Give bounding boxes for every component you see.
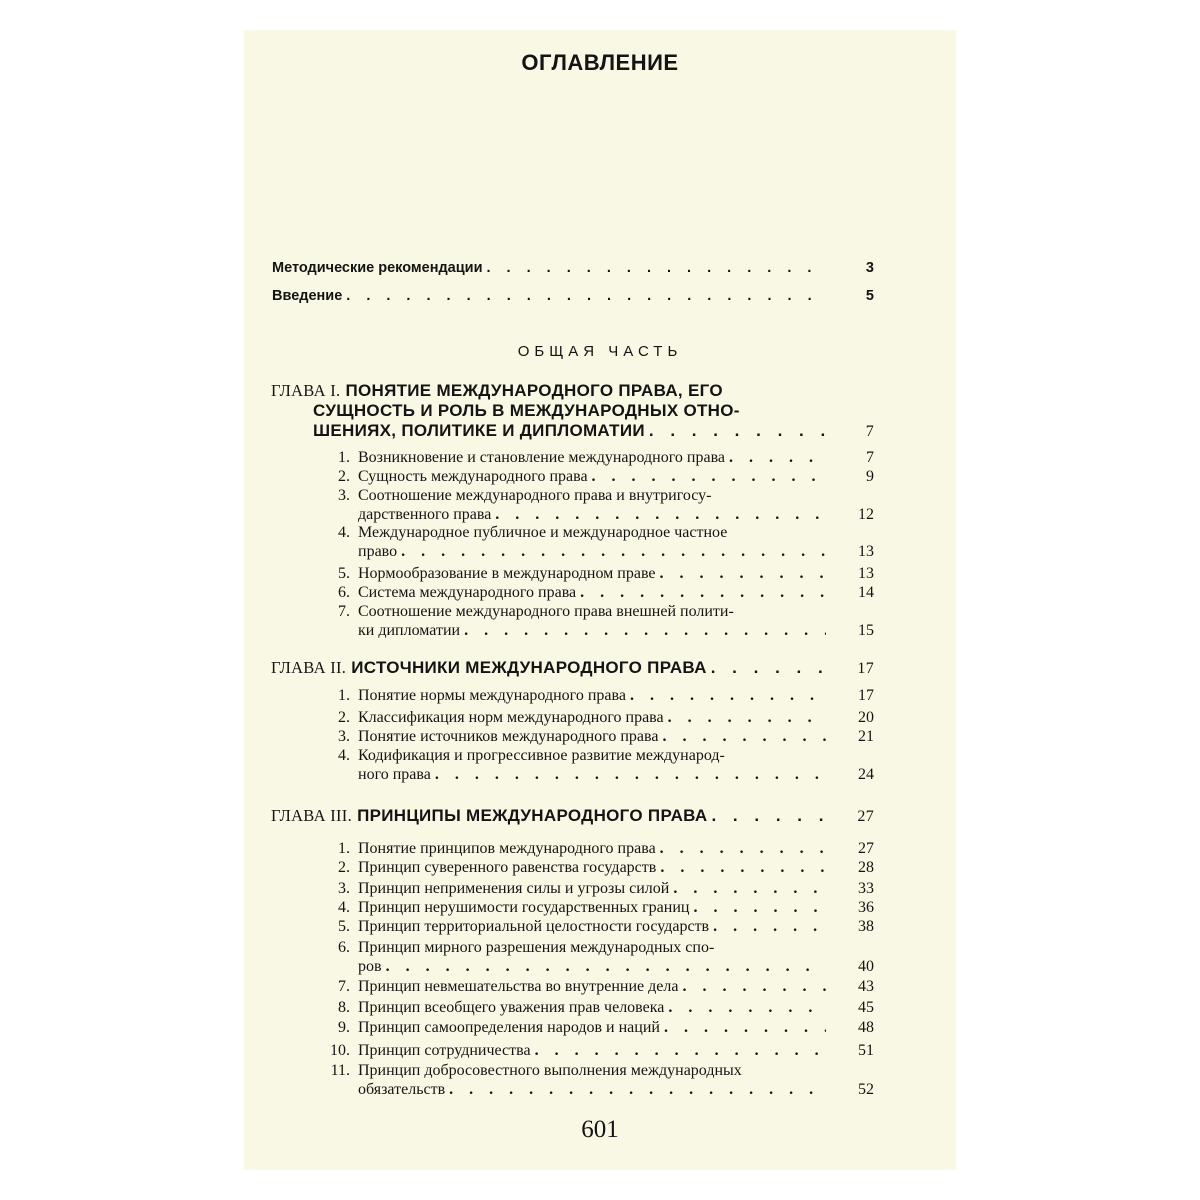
item-text: обязательств (358, 1081, 446, 1098)
item-page: 13 (858, 543, 874, 560)
dot-leader (386, 957, 826, 977)
item-page: 36 (858, 899, 874, 916)
dot-leader (662, 727, 826, 747)
item-text: ки дипломатии (358, 622, 461, 639)
item-page: 51 (858, 1042, 874, 1059)
chapter-title-line: ПОНЯТИЕ МЕЖДУНАРОДНОГО ПРАВА, ЕГО (345, 381, 723, 400)
page-title: ОГЛАВЛЕНИЕ (521, 50, 679, 75)
item-page: 21 (858, 728, 874, 745)
toc-item-continuation (322, 542, 874, 562)
dot-leader (592, 467, 826, 487)
dot-leader (449, 1080, 826, 1100)
item-number: 4. (338, 747, 350, 764)
toc-entry-methodical (272, 258, 874, 278)
dot-leader (693, 898, 826, 918)
toc-item (322, 938, 874, 958)
item-number: 6. (338, 584, 350, 601)
item-number: 3. (338, 487, 350, 504)
section-heading: ОБЩАЯ ЧАСТЬ (517, 343, 683, 360)
toc-item (322, 879, 874, 899)
toc-item (322, 1061, 874, 1081)
toc-item (322, 977, 874, 997)
item-page: 7 (866, 449, 874, 466)
toc-item (322, 1041, 874, 1061)
item-number: 10. (330, 1042, 350, 1059)
toc-item (322, 523, 874, 543)
toc-item (322, 746, 874, 766)
item-number: 1. (338, 840, 350, 857)
item-text-line: Международное публичное и международное частное (358, 524, 728, 541)
item-number: 1. (338, 449, 350, 466)
chapter-3-heading (271, 806, 874, 827)
item-number: 6. (338, 939, 350, 956)
item-number: 4. (338, 524, 350, 541)
toc-item (322, 898, 874, 918)
item-number: 1. (338, 687, 350, 704)
document-page (244, 30, 956, 1170)
item-number: 8. (338, 999, 350, 1016)
dot-leader (729, 448, 826, 468)
chapter-1-heading (271, 381, 723, 401)
dot-leader (664, 1018, 826, 1038)
page-number: 601 (581, 1116, 619, 1143)
toc-entry-text: Методические рекомендации (272, 260, 483, 276)
item-text: Принцип нерушимости государственных границ (358, 899, 690, 916)
item-text: Принцип территориальной целостности государств (358, 918, 710, 935)
toc-entry-intro (272, 286, 874, 306)
toc-entry-page: 3 (865, 260, 874, 276)
dot-leader (668, 998, 826, 1018)
item-page: 28 (858, 859, 874, 876)
dot-leader (346, 286, 826, 306)
item-text: ров (358, 958, 382, 975)
item-number: 3. (338, 728, 350, 745)
item-page: 15 (858, 622, 874, 639)
dot-leader (711, 658, 826, 678)
dot-leader (435, 765, 826, 785)
item-text: Понятие принципов международного права (358, 840, 656, 857)
toc-item (322, 448, 874, 468)
dot-leader (580, 583, 826, 603)
toc-item (322, 564, 874, 584)
item-page: 20 (858, 709, 874, 726)
item-number: 9. (338, 1019, 350, 1036)
item-page: 9 (866, 468, 874, 485)
item-text: Система международного права (358, 584, 577, 601)
item-page: 12 (858, 506, 874, 523)
item-number: 4. (338, 899, 350, 916)
toc-item-continuation (322, 957, 874, 977)
toc-item-continuation (322, 765, 874, 785)
item-number: 2. (338, 468, 350, 485)
item-text: Понятие источников международного права (358, 728, 659, 745)
item-page: 40 (858, 958, 874, 975)
item-text: право (358, 543, 398, 560)
chapter-1-title-end (313, 421, 874, 442)
chapter-2-heading (271, 658, 874, 679)
item-page: 33 (858, 880, 874, 897)
toc-item (322, 1018, 874, 1038)
chapter-title-line: ШЕНИЯХ, ПОЛИТИКЕ И ДИПЛОМАТИИ (313, 421, 645, 440)
toc-entry-page: 27 (857, 808, 874, 825)
item-number: 7. (338, 603, 350, 620)
item-text: Классификация норм международного права (358, 709, 664, 726)
dot-leader (495, 505, 826, 525)
item-page: 17 (858, 687, 874, 704)
item-number: 7. (338, 978, 350, 995)
item-text: Принцип самоопределения народов и наций (358, 1019, 660, 1036)
dot-leader (486, 258, 826, 278)
item-text: Принцип сотрудничества (358, 1042, 531, 1059)
toc-item-continuation (322, 621, 874, 641)
item-text: ного права (358, 766, 431, 783)
item-page: 24 (858, 766, 874, 783)
chapter-label: ГЛАВА I. (271, 381, 341, 400)
toc-entry-text: Введение (272, 288, 343, 304)
item-text: Нормообразование в международном праве (358, 565, 656, 582)
toc-item (322, 486, 874, 506)
item-page: 27 (858, 840, 874, 857)
item-text-line: Соотношение международного права и внутригосу- (358, 487, 712, 504)
toc-entry-page: 7 (865, 423, 874, 440)
item-text: Возникновение и становление международного права (358, 449, 726, 466)
item-number: 5. (338, 565, 350, 582)
item-text: Принцип всеобщего уважения прав человека (358, 999, 665, 1016)
item-text: Принцип суверенного равенства государств (358, 859, 657, 876)
toc-item (322, 917, 874, 937)
toc-item (322, 708, 874, 728)
item-text-line: Принцип добросовестного выполнения международных (358, 1062, 742, 1079)
dot-leader (713, 917, 826, 937)
toc-item (322, 998, 874, 1018)
item-text: Принцип неприменения силы и угрозы силой (358, 880, 670, 897)
item-text-line: Кодификация и прогрессивное развитие международ- (358, 747, 725, 764)
dot-leader (682, 977, 826, 997)
item-page: 48 (858, 1019, 874, 1036)
chapter-label: ГЛАВА III. (271, 806, 353, 825)
item-text-line: Соотношение международного права внешней полити- (358, 603, 734, 620)
chapter-label: ГЛАВА II. (271, 658, 347, 677)
dot-leader (711, 806, 826, 826)
item-page: 52 (858, 1081, 874, 1098)
item-text: Понятие нормы международного права (358, 687, 626, 704)
dot-leader (660, 858, 826, 878)
toc-item-continuation (322, 1080, 874, 1100)
dot-leader (660, 839, 826, 859)
dot-leader (401, 542, 826, 562)
toc-item-continuation (322, 505, 874, 525)
item-page: 14 (858, 584, 874, 601)
toc-item (322, 858, 874, 878)
item-text: Сущность международного права (358, 468, 588, 485)
dot-leader (464, 621, 826, 641)
item-number: 11. (330, 1062, 350, 1079)
toc-entry-page: 5 (865, 288, 874, 304)
dot-leader (630, 686, 826, 706)
dot-leader (649, 421, 826, 441)
dot-leader (668, 708, 826, 728)
toc-item (322, 727, 874, 747)
dot-leader (660, 564, 826, 584)
toc-entry-page: 17 (857, 660, 874, 677)
dot-leader (535, 1041, 826, 1061)
item-text-line: Принцип мирного разрешения международных спо- (358, 939, 715, 956)
item-number: 2. (338, 709, 350, 726)
item-number: 3. (338, 880, 350, 897)
toc-item (322, 686, 874, 706)
item-number: 5. (338, 918, 350, 935)
item-page: 13 (858, 565, 874, 582)
item-page: 38 (858, 918, 874, 935)
item-number: 2. (338, 859, 350, 876)
item-text: Принцип невмешательства во внутренние дела (358, 978, 679, 995)
toc-item (322, 602, 874, 622)
chapter-title: ПРИНЦИПЫ МЕЖДУНАРОДНОГО ПРАВА (357, 806, 708, 825)
toc-item (322, 583, 874, 603)
chapter-title-line: СУЩНОСТЬ И РОЛЬ В МЕЖДУНАРОДНЫХ ОТНО- (313, 401, 740, 420)
item-page: 43 (858, 978, 874, 995)
toc-item (322, 839, 874, 859)
chapter-title: ИСТОЧНИКИ МЕЖДУНАРОДНОГО ПРАВА (351, 658, 707, 677)
item-page: 45 (858, 999, 874, 1016)
dot-leader (673, 879, 826, 899)
toc-item (322, 467, 874, 487)
item-text: дарственного права (358, 506, 492, 523)
